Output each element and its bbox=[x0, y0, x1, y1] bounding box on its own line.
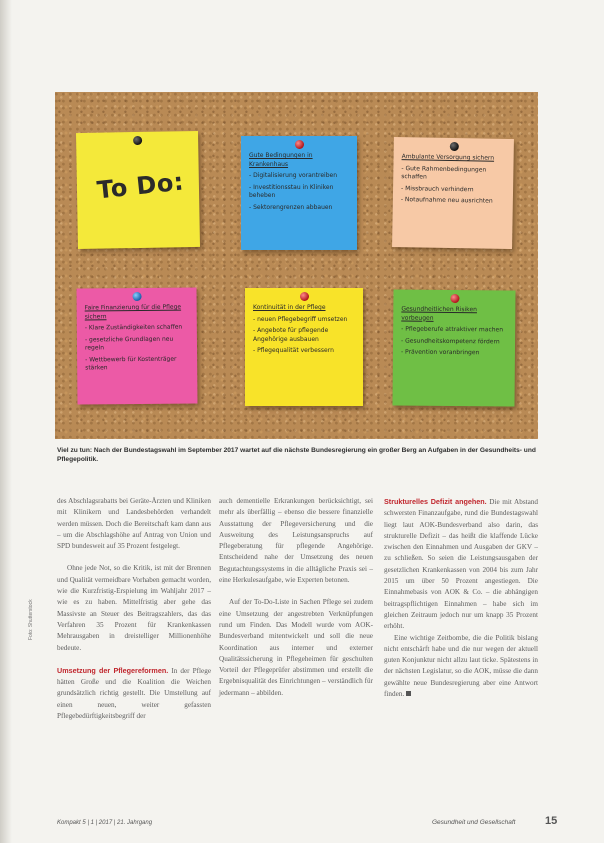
article-column-3 bbox=[384, 496, 538, 700]
pushpin-icon bbox=[450, 294, 459, 303]
paragraph: Auf der To-Do-Liste in Sachen Pflege sei zudem eine Umsetzung der angestrebten Verknüpfungen rund um Finden. Das Modell wurde vom AOK-Bundesverband mitentwickelt und soll die neue Koordination aus interner und externer Qualitätssicherung in Pflegeheimen für geschulten Vorteil der Pflegeprüfer abstimmen und erstellt die Ergebnisqualität des Einrichtungen – verständlich für jedermann – abbilden. bbox=[219, 598, 373, 697]
note-item: - Gesundheitskompetenz fördern bbox=[401, 337, 507, 346]
corkboard-photo bbox=[55, 92, 538, 439]
todo-heading: To Do: bbox=[95, 167, 186, 205]
note-pink bbox=[76, 287, 197, 404]
note-item: - Missbrauch verhindern bbox=[401, 185, 505, 195]
paragraph: des Abschlagsrabatts bei Geräte-Ärzten und Kliniken mit Klinikern und Landesbehörden verhandelt werden müssen. Doch die Bereitschaft kam dann aus – um die Abschlagshöhe auf Antrag von Union und SPD bundesweit auf 35 Prozent festgelegt. bbox=[57, 497, 211, 551]
page-number: 15 bbox=[545, 815, 558, 827]
note-title: Ambulante Versorgung sichern bbox=[401, 153, 495, 162]
note-title: Kontinuität in der Pflege bbox=[253, 304, 326, 311]
paragraph-text: In der Pflege hätten Große und die Koalition die Weichen grundsätzlich richtig gestellt. Die Umstellung auf einen neuen, weiter gefassten Pflegebedürftigkeitsbegriff der bbox=[57, 666, 212, 721]
footer-section: Gesundheit und Gesellschaft bbox=[432, 819, 516, 826]
article-column-1 bbox=[57, 496, 211, 722]
note-item: - Sektorengrenzen abbauen bbox=[249, 204, 349, 213]
scan-edge-shadow bbox=[0, 0, 12, 843]
note-item: - neuen Pflegebegriff umsetzen bbox=[253, 316, 355, 325]
note-item: - Gute Rahmenbedingungen schaffen bbox=[401, 165, 505, 184]
note-item: - Notaufnahme neu ausrichten bbox=[401, 196, 505, 206]
photo-credit: Foto: Shutterstock bbox=[28, 599, 34, 640]
paragraph bbox=[384, 496, 538, 633]
note-blue bbox=[241, 136, 357, 250]
note-title: Gute Bedingungen in Krankenhaus bbox=[249, 152, 313, 168]
note-item: - Investitionsstau in Kliniken beheben bbox=[249, 184, 349, 201]
note-yellow bbox=[245, 288, 363, 406]
section-subhead: Strukturelles Defizit angehen. bbox=[384, 497, 487, 506]
note-peach bbox=[392, 137, 514, 249]
note-item: - Pflegeberufe attraktiver machen bbox=[401, 326, 507, 335]
footer-issue: Kompakt 5 | 1 | 2017 | 21. Jahrgang bbox=[57, 820, 153, 826]
paragraph bbox=[384, 633, 538, 701]
paragraph bbox=[57, 665, 211, 722]
paragraph-text: Die mit Abstand schwersten Finanzaufgabe, rund die Bundestagswahl liegt laut AOK-Bundesverband also darin, das strukturelle Defizit – das heißt die klaffende Lücke zwischen den Einnahmen und Ausgaben der GKV – zu schließen. So seien die Leistungsausgaben der gesetzlichen Krankenkassen von 2004 bis zum Jahr 2015 um über 50 Prozent angestiegen. Die Einnahmebasis von AOK & Co. – die abhängigen beitragspflichtigen Einnahmen – habe sich im gleichen Zeitraum jedoch nur um knapp 35 Prozent erhöht. bbox=[384, 498, 539, 631]
paragraph-text: Eine wichtige Zeitbombe, die die Politik bislang nicht entschärft habe und die nur wegen der aktuell guten Konjunktur nicht allzu laut ticke. Spätestens in der nächsten Legislatur, so die AOK, müsse die dann gewählte neue Bundesregierung aber eine Antwort finden. bbox=[384, 633, 538, 699]
note-green bbox=[392, 289, 515, 406]
photo-caption: Viel zu tun: Nach der Bundestagswahl im September 2017 wartet auf die nächste Bundesregierung ein großer Berg an Aufgaben in der Gesundheits- und Pflegepolitik. bbox=[57, 447, 536, 463]
pushpin-icon bbox=[133, 292, 142, 301]
note-title: Gesundheitlichen Risiken vorbeugen bbox=[401, 305, 477, 322]
note-item: - Klare Zuständigkeiten schaffen bbox=[85, 324, 189, 333]
pushpin-icon bbox=[450, 142, 459, 151]
note-todo bbox=[76, 131, 200, 249]
end-mark-icon bbox=[406, 691, 411, 696]
pushpin-icon bbox=[295, 140, 304, 149]
paragraph: Ohne jede Not, so die Kritik, ist mit der Brennen und Qualität vermeidbare Vorhaben gemacht worden, wie die Kurzfristig-Erspielung im Wahljahr 2017 – wie es zu haben. Mittelfristig aber gehe das Massivste an Steuer des Beitragszahlers, das das Verfahren 35 Prozent für Krankenkassen Mehrausgaben in dreistelliger Millionenhöhe bedeute. bbox=[57, 564, 211, 652]
pushpin-icon bbox=[300, 292, 309, 301]
article-column-2 bbox=[219, 496, 373, 699]
note-item: - Prävention voranbringen bbox=[401, 349, 507, 358]
paragraph: auch dementielle Erkrankungen berücksichtigt, sei mehr als überfällig – ebenso die bessere finanzielle Ausstattung der Pflegeversicherung und die Ausweitung des Leistungsanspruchs auf Pflegeberatung für pflegende Angehörige. Entscheidend nahe der Umsetzung des neuen Begutachtungssystems in die alltägliche Praxis sei – eine Herkulesaufgabe, wie Experten betonen. bbox=[219, 497, 373, 585]
note-item: - Wettbewerb für Kostenträger stärken bbox=[85, 355, 189, 373]
pushpin-icon bbox=[133, 136, 142, 145]
note-item: - gesetzliche Grundlagen neu regeln bbox=[85, 335, 189, 353]
note-item: - Pflegequalität verbessern bbox=[253, 347, 355, 356]
note-item: - Angebote für pflegende Angehörige ausbauen bbox=[253, 327, 355, 344]
note-title: Faire Finanzierung für die Pflege sichern bbox=[84, 303, 182, 320]
note-item: - Digitalisierung vorantreiben bbox=[249, 172, 349, 181]
section-subhead: Umsetzung der Pflegereformen. bbox=[57, 665, 169, 675]
